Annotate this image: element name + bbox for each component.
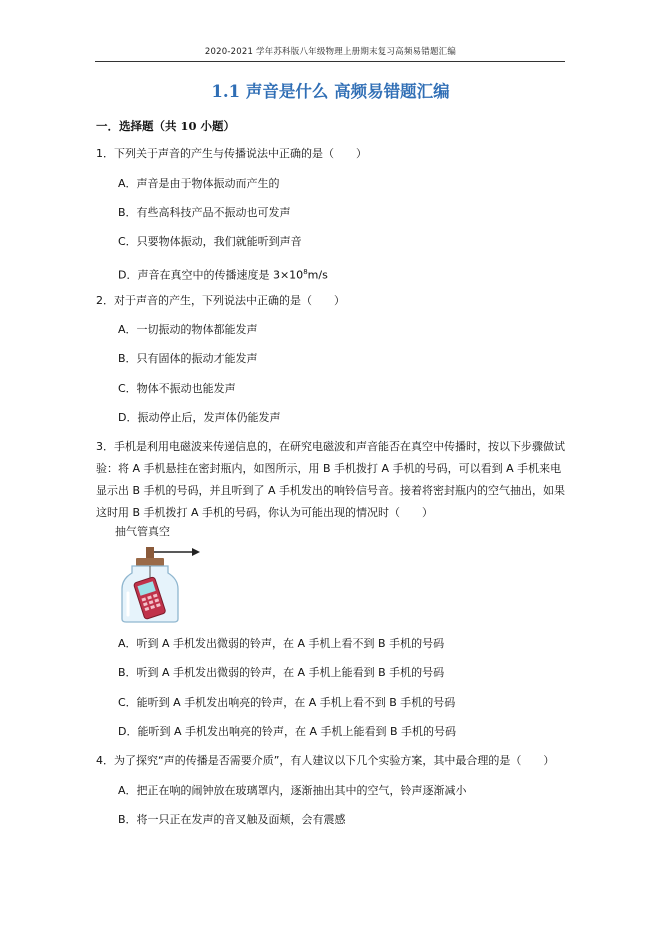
- question-3-stem: 3．手机是利用电磁波来传递信息的，在研究电磁波和声音能否在真空中传播时，按以下步骤做试验：将 A 手机悬挂在密封瓶内，如图所示，用 B 手机拨打 A 手机的号码，可以看到 A 手机来电显示出 B 手机的号码，并且听到了 A 手机发出的响铃信号音。接着将密封瓶内的空气抽出，如果这时用 B 手机拨打 A 手机的号码，你认为可能出现的情况时（ ）: [96, 440, 566, 519]
- question-4-stem: 4．为了探究“声的传播是否需要介质”，有人建议以下几个实验方案，其中最合理的是（ ）: [96, 754, 555, 767]
- question-2-stem: 2．对于声音的产生，下列说法中正确的是（ ）: [96, 294, 345, 307]
- question-2-option-c: C．物体不振动也能发声: [118, 382, 236, 395]
- option-d-unit: m/s: [307, 268, 328, 282]
- vacuum-jar-figure: [112, 523, 208, 623]
- question-2-option-d: D．振动停止后，发声体仍能发声: [118, 411, 281, 424]
- question-1-option-b: B．有些高科技产品不振动也可发声: [118, 206, 291, 219]
- header-divider: [95, 61, 565, 62]
- question-1-stem: 1．下列关于声音的产生与传播说法中正确的是（ ）: [96, 147, 367, 160]
- figure-label: 抽气管真空: [115, 525, 170, 538]
- page-title: 1.1 声音是什么 高频易错题汇编: [211, 82, 450, 101]
- question-3-option-a: A．听到 A 手机发出微弱的铃声，在 A 手机上看不到 B 手机的号码: [118, 637, 445, 650]
- question-1-option-c: C．只要物体振动，我们就能听到声音: [118, 235, 302, 248]
- page-header: 2020-2021 学年苏科版八年级物理上册期末复习高频易错题汇编: [204, 47, 457, 57]
- section-heading: 一．选择题（共 10 小题）: [96, 119, 236, 133]
- arrow-right-icon: [192, 548, 200, 556]
- question-2-option-b: B．只有固体的振动才能发声: [118, 352, 258, 365]
- question-3-option-d: D．能听到 A 手机发出响亮的铃声，在 A 手机上能看到 B 手机的号码: [118, 725, 457, 738]
- question-1-option-d: [118, 264, 328, 284]
- question-2-option-a: A．一切振动的物体都能发声: [118, 323, 258, 336]
- vacuum-jar-illustration: [112, 523, 208, 623]
- exponent: 8: [303, 268, 308, 276]
- option-d-text: D．声音在真空中的传播速度是 3×10: [118, 268, 304, 282]
- question-1-option-a: A．声音是由于物体振动而产生的: [118, 177, 280, 190]
- question-4-option-a: A．把正在响的闹钟放在玻璃罩内，逐渐抽出其中的空气，铃声逐渐减小: [118, 784, 467, 797]
- question-3-option-c: C．能听到 A 手机发出响亮的铃声，在 A 手机上看不到 B 手机的号码: [118, 696, 456, 709]
- question-4-option-b: B．将一只正在发声的音叉触及面颊，会有震感: [118, 813, 346, 826]
- jar-stopper: [136, 558, 164, 566]
- question-3-option-b: B．听到 A 手机发出微弱的铃声，在 A 手机上能看到 B 手机的号码: [118, 666, 445, 679]
